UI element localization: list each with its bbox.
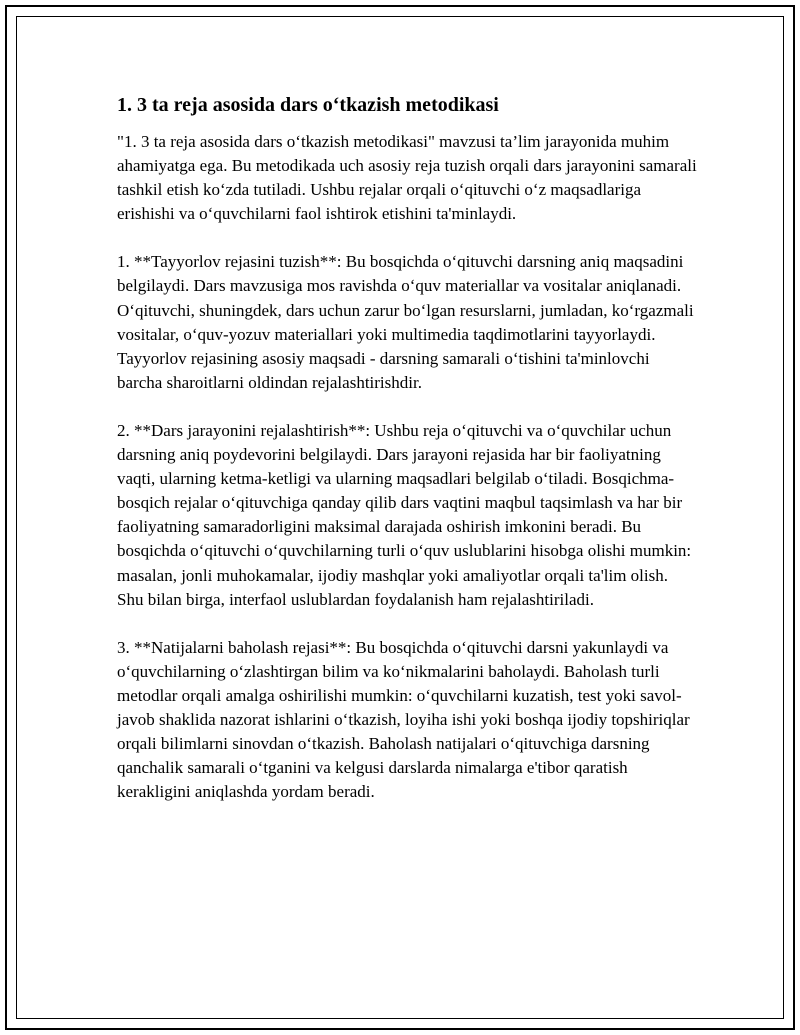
paragraph-natijalarni-baholash: 3. **Natijalarni baholash rejasi**: Bu bosqichda o‘qituvchi darsni yakunlaydi va o‘quvchilarning o‘zlashtirgan bilim va ko‘nikmalarini baholaydi. Baholash turli metodlar orqali amalga oshirilishi mumkin: o‘quvchilarni kuzatish, test yoki savol-javob shaklida nazorat ishlarini o‘tkazish, loyiha ishi yoki boshqa ijodiy topshiriqlar orqali bilimlarni sinovdan o‘tkazish. Baholash natijalari o‘qituvchiga darsning qanchalik samarali o‘tganini va kelgusi darslarda nimalarga e'tibor qaratish kerakligini aniqlashda yordam beradi. bbox=[117, 637, 690, 802]
intro-paragraph: "1. 3 ta reja asosida dars o‘tkazish metodikasi" mavzusi ta’lim jarayonida muhim ahamiyatga ega. Bu metodikada uch asosiy reja tuzish orqali dars jarayonini samarali tashkil etish ko‘zda tutiladi. Ushbu rejalar orqali o‘qituvchi o‘z maqsadlariga erishishi va o‘quvchilarni faol ishtirok etishini ta'minlaydi. bbox=[117, 132, 697, 224]
document-body bbox=[117, 92, 697, 828]
paragraph-tayyorlov-rejasi: 1. **Tayyorlov rejasini tuzish**: Bu bosqichda o‘qituvchi darsning aniq maqsadini belgilaydi. Dars mavzusiga mos ravishda o‘quv materiallar va vositalar aniqlanadi. O‘qituvchi, shuningdek, dars uchun zarur bo‘lgan resurslarni, jumladan, ko‘rgazmali vositalar, o‘quv-yozuv materiallari yoki multimedia taqdimotlarini tayyorlaydi. Tayyorlov rejasining asosiy maqsadi - darsning samarali o‘tishini ta'minlovchi barcha sharoitlarni oldindan rejalashtirishdir. bbox=[117, 252, 694, 392]
paragraph-dars-jarayoni: 2. **Dars jarayonini rejalashtirish**: Ushbu reja o‘qituvchi va o‘quvchilar uchun darsning aniq poydevorini belgilaydi. Dars jarayoni rejasida har bir faoliyatning vaqti, ularning ketma-ketligi va ularning maqsadlari belgilab o‘tiladi. Bosqichma-bosqich rejalar o‘qituvchiga qanday qilib dars vaqtini maqbul taqsimlash va har bir faoliyatning samaradorligini maksimal darajada oshirish imkonini beradi. Bu bosqichda o‘qituvchi o‘quvchilarning turli o‘quv uslublarini hisobga olishi mumkin: masalan, jonli muhokamalar, ijodiy mashqlar yoki amaliyotlar orqali ta'lim olish. Shu bilan birga, interfaol uslublardan foydalanish ham rejalashtiriladi. bbox=[117, 420, 692, 609]
document-title: 1. 3 ta reja asosida dars o‘tkazish metodikasi bbox=[117, 94, 499, 116]
